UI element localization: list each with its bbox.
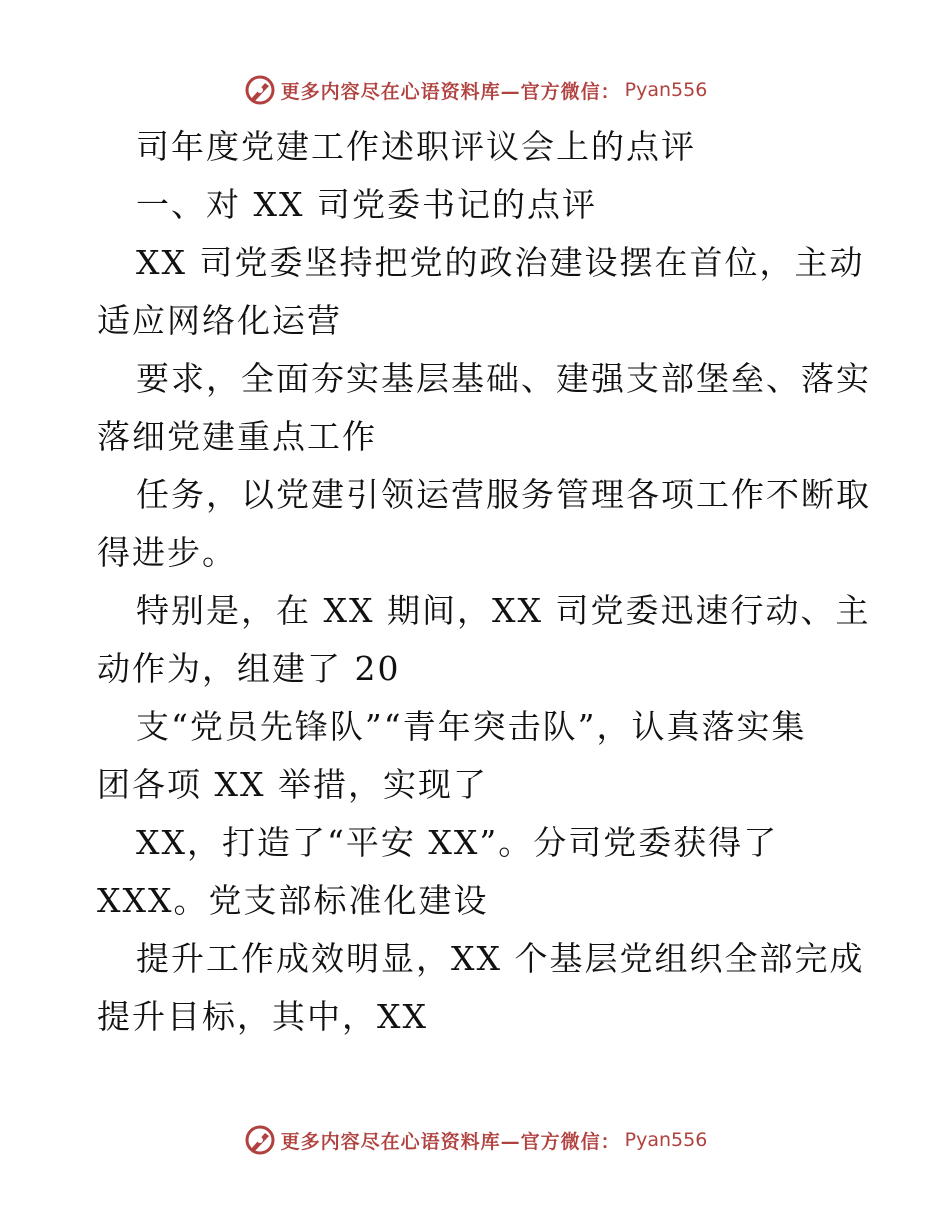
paragraph-line: XXX。党支部标准化建设	[97, 881, 489, 920]
paragraph-line: 任务，以党建引领运营服务管理各项工作不断取	[136, 475, 871, 514]
header-banner-text: 更多内容尽在心语资料库—官方微信：	[280, 80, 621, 103]
paragraph-line: 提升工作成效明显，XX 个基层党组织全部完成	[136, 939, 865, 978]
paragraph-line: 团各项 XX 举措，实现了	[97, 765, 488, 804]
section-heading: 一、对 XX 司党委书记的点评	[136, 185, 597, 224]
paragraph-line: 得进步。	[97, 533, 237, 572]
paragraph-line: 落细党建重点工作	[97, 417, 377, 456]
paragraph-line: 支“党员先锋队”“青年突击队”，认真落实集	[136, 707, 807, 746]
paragraph-line: 提升目标，其中，XX	[97, 997, 428, 1036]
pen-logo-icon	[243, 1123, 277, 1157]
footer-banner	[0, 1120, 950, 1160]
footer-banner-content	[243, 1123, 708, 1157]
pen-logo-icon	[243, 73, 277, 107]
paragraph-line: 动作为，组建了 20	[97, 649, 401, 688]
footer-banner-contact: Pyan556	[624, 1129, 708, 1151]
paragraph-line: 适应网络化运营	[97, 301, 342, 340]
header-banner	[0, 70, 950, 110]
paragraph-line: 特别是，在 XX 期间，XX 司党委迅速行动、主	[136, 591, 871, 630]
paragraph-line: XX，打造了“平安 XX”。分司党委获得了	[136, 823, 779, 862]
header-banner-content	[243, 73, 708, 107]
footer-banner-text: 更多内容尽在心语资料库—官方微信：	[280, 1130, 621, 1153]
document-body	[97, 118, 871, 1046]
document-title: 司年度党建工作述职评议会上的点评	[136, 127, 696, 166]
paragraph-line: 要求，全面夯实基层基础、建强支部堡垒、落实	[136, 359, 871, 398]
header-banner-contact: Pyan556	[624, 79, 708, 101]
paragraph-line: XX 司党委坚持把党的政治建设摆在首位，主动	[136, 243, 865, 282]
